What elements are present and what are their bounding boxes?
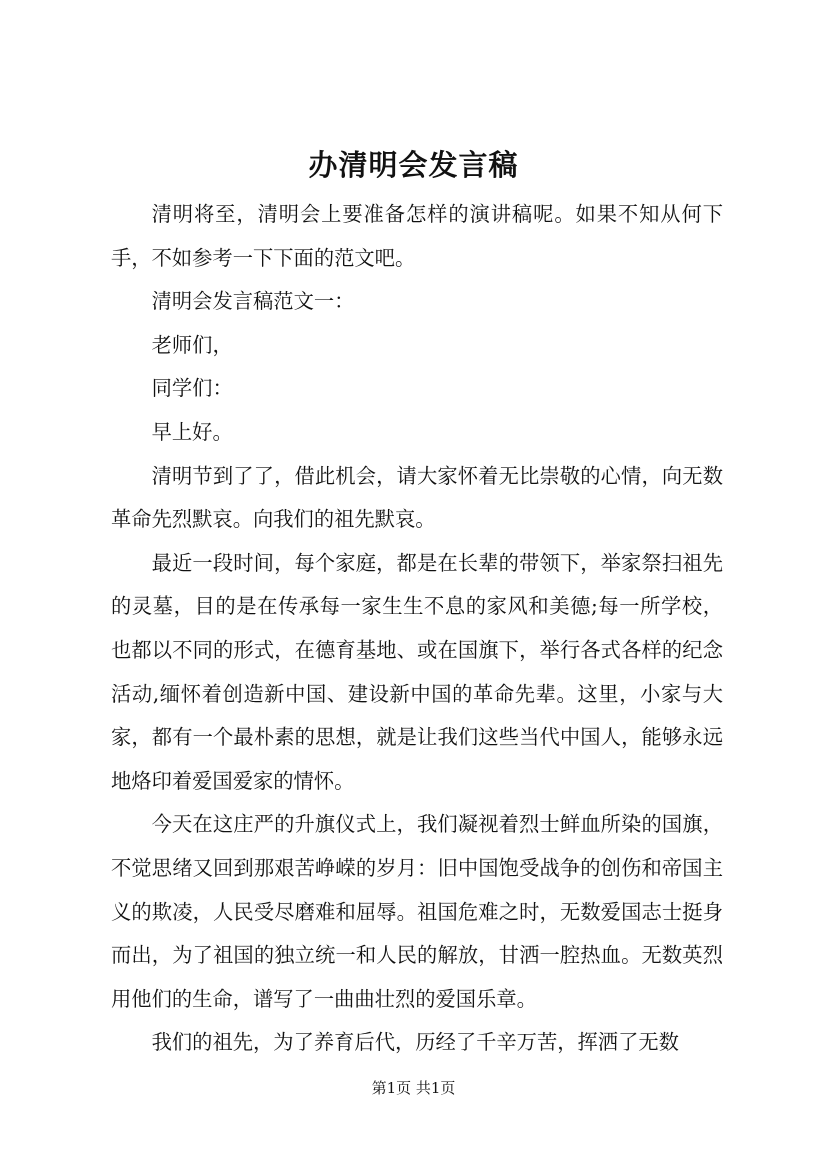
greeting-teachers: 老师们， — [151, 332, 233, 357]
greeting-morning: 早上好。 — [151, 419, 233, 444]
document-body — [111, 193, 723, 1065]
body-paragraph: 我们的祖先，为了养育后代，历经了千辛万苦，挥洒了无数 — [151, 1030, 679, 1055]
body-paragraph: 最近一段时间，每个家庭，都是在长辈的带领下，举家祭扫祖先的灵墓，目的是在传承每一家生生不息的家风和美德;每一所学校，也都以不同的形式，在德育基地、或在国旗下，举行各式各样的纪念活动,缅怀着创造新中国、建设新中国的革命先辈。这里，小家与大家，都有一个最朴素的思想，就是让我们这些当代中国人，能够永远地烙印着爱国爱家的情怀。 — [111, 550, 723, 793]
document-title: 办清明会发言稿 — [308, 148, 519, 182]
intro-paragraph: 清明将至，清明会上要准备怎样的演讲稿呢。如果不知从何下手，不如参考一下下面的范文吧。 — [111, 202, 723, 270]
sample-heading: 清明会发言稿范文一： — [151, 289, 355, 314]
page-footer: 第1页 共1页 — [371, 1079, 456, 1097]
greeting-students: 同学们： — [151, 376, 233, 401]
body-paragraph: 清明节到了了，借此机会，请大家怀着无比崇敬的心情，向无数革命先烈默哀。向我们的祖先默哀。 — [111, 463, 723, 532]
body-paragraph: 今天在这庄严的升旗仪式上，我们凝视着烈士鲜血所染的国旗，不觉思绪又回到那艰苦峥嵘的岁月：旧中国饱受战争的创伤和帝国主义的欺凌，人民受尽磨难和屈辱。祖国危难之时，无数爱国志士挺身而出，为了祖国的独立统一和人民的解放，甘洒一腔热血。无数英烈用他们的生命，谱写了一曲曲壮烈的爱国乐章。 — [111, 812, 723, 1011]
